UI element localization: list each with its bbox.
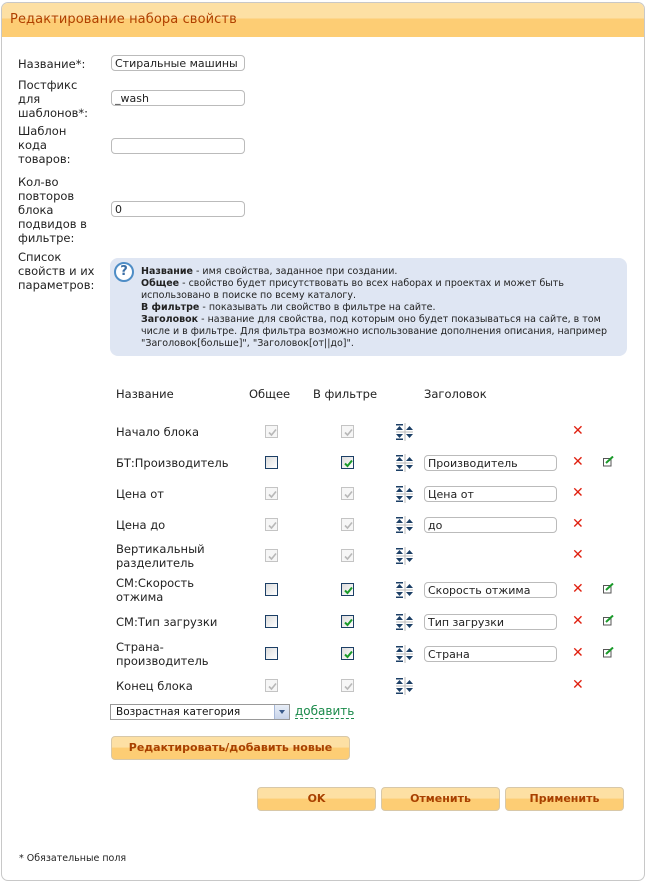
- edit-add-new-button[interactable]: Редактировать/добавить новые: [111, 736, 350, 760]
- required-fields-note: * Обязательные поля: [19, 853, 127, 864]
- delete-icon[interactable]: ✕: [572, 645, 584, 661]
- property-name: [116, 542, 205, 570]
- repeat-count-label-line: подвидов в: [18, 217, 87, 231]
- property-name: [116, 518, 165, 532]
- dialog-header: [2, 3, 644, 37]
- title-input[interactable]: [424, 582, 557, 598]
- property-name-line: Конец блока: [116, 679, 193, 693]
- move-arrows-icon[interactable]: [395, 547, 415, 565]
- move-arrows-icon[interactable]: [395, 581, 415, 599]
- property-name: [116, 456, 229, 470]
- header-common: Общее: [249, 387, 291, 401]
- repeat-count-label-line: фильтре:: [18, 231, 75, 245]
- delete-icon[interactable]: ✕: [572, 547, 584, 563]
- in-filter-checkbox: [341, 487, 354, 500]
- property-name-line: Страна-: [116, 640, 164, 654]
- postfix-label-line: Постфикс: [18, 78, 78, 92]
- property-name: [116, 615, 217, 629]
- in-filter-checkbox[interactable]: [341, 647, 354, 660]
- title-input[interactable]: [424, 455, 557, 471]
- help-item-title: Заголовок - название для свойства, под которым оно будет показываться на сайте, в том числе и в фильтре. Для фильтра возможно использование дополнения описания, например "Заголовок[больше]", "Заголовок[от||до]".: [141, 314, 607, 349]
- header-title: Заголовок: [424, 387, 487, 401]
- cancel-button[interactable]: Отменить: [381, 787, 500, 811]
- postfix-input[interactable]: [111, 90, 245, 106]
- repeat-count-label-line: блока: [18, 203, 54, 217]
- props-list-label-line: параметров:: [18, 278, 95, 292]
- common-checkbox: [265, 425, 278, 438]
- property-name: [116, 487, 164, 501]
- repeat-count-input[interactable]: [111, 201, 245, 217]
- property-name-line: Цена до: [116, 518, 166, 532]
- in-filter-checkbox: [341, 549, 354, 562]
- in-filter-checkbox[interactable]: [341, 615, 354, 628]
- property-name-line: отжима: [116, 590, 164, 604]
- add-property-link[interactable]: добавить: [295, 704, 355, 718]
- postfix-label-line: шаблонов*:: [18, 106, 89, 120]
- name-label: Название*:: [18, 57, 86, 71]
- dialog-title: Редактирование набора свойств: [10, 12, 237, 27]
- postfix-label-line: для: [18, 92, 41, 106]
- in-filter-checkbox[interactable]: [341, 583, 354, 596]
- move-arrows-icon[interactable]: [395, 454, 415, 472]
- help-item-name: Название - имя свойства, заданное при создании.: [141, 266, 398, 277]
- chevron-down-icon[interactable]: [274, 705, 289, 719]
- delete-icon[interactable]: ✕: [572, 485, 584, 501]
- common-checkbox: [265, 549, 278, 562]
- property-name-line: Вертикальный: [116, 542, 205, 556]
- move-arrows-icon[interactable]: [395, 423, 415, 441]
- in-filter-checkbox: [341, 679, 354, 692]
- help-item-common: Общее - свойство будет присутствовать во всех наборах и проектах и может быть использовано в поиске по всему каталогу.: [141, 278, 564, 301]
- repeat-count-label-line: Кол-во: [18, 175, 59, 189]
- code-template-label-line: товаров:: [18, 152, 71, 166]
- common-checkbox[interactable]: [265, 615, 278, 628]
- code-template-input[interactable]: [111, 138, 245, 154]
- delete-icon[interactable]: ✕: [572, 677, 584, 693]
- props-list-label: [18, 250, 94, 292]
- code-template-label: [18, 124, 71, 166]
- delete-icon[interactable]: ✕: [572, 613, 584, 629]
- property-name: [116, 640, 209, 668]
- property-name-line: Цена от: [116, 487, 164, 501]
- header-in-filter: В фильтре: [313, 387, 378, 401]
- common-checkbox[interactable]: [265, 583, 278, 596]
- in-filter-checkbox: [341, 518, 354, 531]
- title-input[interactable]: [424, 614, 557, 630]
- property-select[interactable]: [110, 704, 290, 720]
- question-icon: ?: [114, 262, 134, 282]
- common-checkbox[interactable]: [265, 456, 278, 469]
- move-arrows-icon[interactable]: [395, 485, 415, 503]
- header-name: Название: [116, 387, 174, 401]
- property-select-value: Возрастная категория: [116, 706, 241, 718]
- edit-icon[interactable]: [603, 583, 613, 593]
- move-arrows-icon[interactable]: [395, 516, 415, 534]
- delete-icon[interactable]: ✕: [572, 581, 584, 597]
- delete-icon[interactable]: ✕: [572, 423, 584, 439]
- title-input[interactable]: [424, 517, 557, 533]
- edit-icon[interactable]: [603, 615, 613, 625]
- props-list-label-line: свойств и их: [18, 264, 95, 278]
- name-input[interactable]: [111, 55, 245, 71]
- edit-icon[interactable]: [603, 647, 613, 657]
- help-box: [110, 258, 627, 356]
- property-name: [116, 425, 199, 439]
- property-name-line: производитель: [116, 654, 209, 668]
- move-arrows-icon[interactable]: [395, 677, 415, 695]
- move-arrows-icon[interactable]: [395, 645, 415, 663]
- repeat-count-label: [18, 175, 87, 245]
- help-item-filter: В фильтре - показывать ли свойство в фильтре на сайте.: [141, 302, 436, 313]
- property-name-line: СМ:Тип загрузки: [116, 615, 218, 629]
- apply-button[interactable]: Применить: [505, 787, 624, 811]
- edit-icon[interactable]: [603, 456, 613, 466]
- code-template-label-line: кода: [18, 138, 47, 152]
- props-list-label-line: Список: [18, 250, 62, 264]
- repeat-count-label-line: повторов: [18, 189, 75, 203]
- property-name: [116, 576, 194, 604]
- property-name-line: БТ:Производитель: [116, 456, 229, 470]
- ok-button[interactable]: OK: [257, 787, 376, 811]
- in-filter-checkbox[interactable]: [341, 456, 354, 469]
- code-template-label-line: Шаблон: [18, 124, 67, 138]
- common-checkbox: [265, 487, 278, 500]
- property-name: [116, 679, 193, 693]
- property-name-line: СМ:Скорость: [116, 576, 194, 590]
- property-name-line: разделитель: [116, 556, 195, 570]
- common-checkbox: [265, 518, 278, 531]
- in-filter-checkbox: [341, 425, 354, 438]
- common-checkbox[interactable]: [265, 647, 278, 660]
- postfix-label: [18, 78, 88, 120]
- title-input[interactable]: [424, 646, 557, 662]
- delete-icon[interactable]: ✕: [572, 454, 584, 470]
- title-input[interactable]: [424, 486, 557, 502]
- move-arrows-icon[interactable]: [395, 613, 415, 631]
- delete-icon[interactable]: ✕: [572, 516, 584, 532]
- property-name-line: Начало блока: [116, 425, 200, 439]
- common-checkbox: [265, 679, 278, 692]
